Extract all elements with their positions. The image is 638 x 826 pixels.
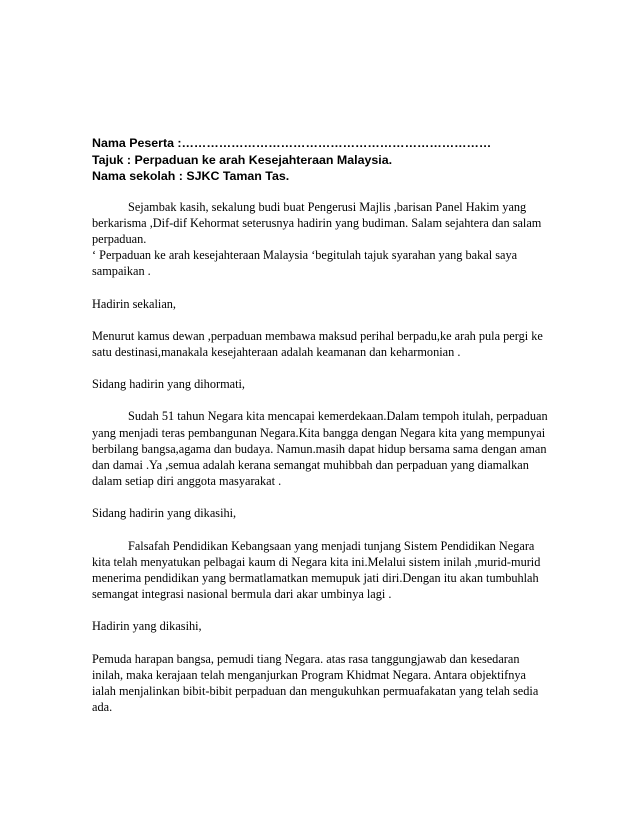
topic-introduction-paragraph: ‘ Perpaduan ke arah kesejahteraan Malaysia ‘begitulah tajuk syarahan yang bakal saya sampaikan . (92, 248, 518, 279)
salutation-hadirin-dikasihi: Hadirin yang dikasihi, (92, 619, 202, 634)
document-page (92, 135, 552, 715)
participant-name-line: Nama Peserta :………………………………………………………………… (92, 136, 492, 150)
salutation-hadirin-sekalian: Hadirin sekalian, (92, 296, 177, 311)
school-name-line: Nama sekolah : SJKC Taman Tas. (92, 169, 290, 183)
opening-greeting-paragraph: Sejambak kasih, sekalung budi buat Pengerusi Majlis ,barisan Panel Hakim yang berkarisma ,Dif-dif Kehormat seterusnya hadirin yang budiman. Salam sejahtera dan salam perpaduan. (92, 199, 542, 246)
salutation-dihormati: Sidang hadirin yang dihormati, (92, 377, 246, 392)
definition-paragraph: Menurut kamus dewan ,perpaduan membawa maksud perihal berpadu,ke arah pula pergi ke satu destinasi,manakala kesejahteraan adalah keamanan dan keharmonian . (92, 328, 543, 359)
independence-paragraph: Sudah 51 tahun Negara kita mencapai kemerdekaan.Dalam tempoh itulah, perpaduan yang menjadi teras pembangunan Negara.Kita bangga dengan Negara kita yang mempunyai berbilang bangsa,agama dan budaya. Namun.masih dapat hidup bersama sama dengan aman dan damai .Ya ,semua adalah kerana semangat muhibbah dan perpaduan yang diamalkan dalam setiap diri anggota masyarakat . (92, 409, 548, 489)
speech-title-line: Tajuk : Perpaduan ke arah Kesejahteraan Malaysia. (92, 152, 393, 167)
document-header (92, 135, 552, 185)
national-service-paragraph: Pemuda harapan bangsa, pemudi tiang Negara. atas rasa tanggungjawab dan kesedaran inilah, maka kerajaan telah menganjurkan Program Khidmat Negara. Antara objektifnya ialah menjalinkan bibit-bibit perpaduan dan mengukuhkan permuafakatan yang telah sedia ada. (92, 651, 539, 715)
education-philosophy-paragraph: Falsafah Pendidikan Kebangsaan yang menjadi tunjang Sistem Pendidikan Negara kita telah menyatukan pelbagai kaum di Negara kita ini.Melalui sistem inilah ,murid-murid menerima pendidikan yang bermatlamatkan memupuk jati diri.Dengan itu akan tumbuhlah semangat integrasi nasional bermula dari akar umbinya lagi . (92, 538, 541, 602)
salutation-sidang-dikasihi: Sidang hadirin yang dikasihi, (92, 506, 237, 521)
